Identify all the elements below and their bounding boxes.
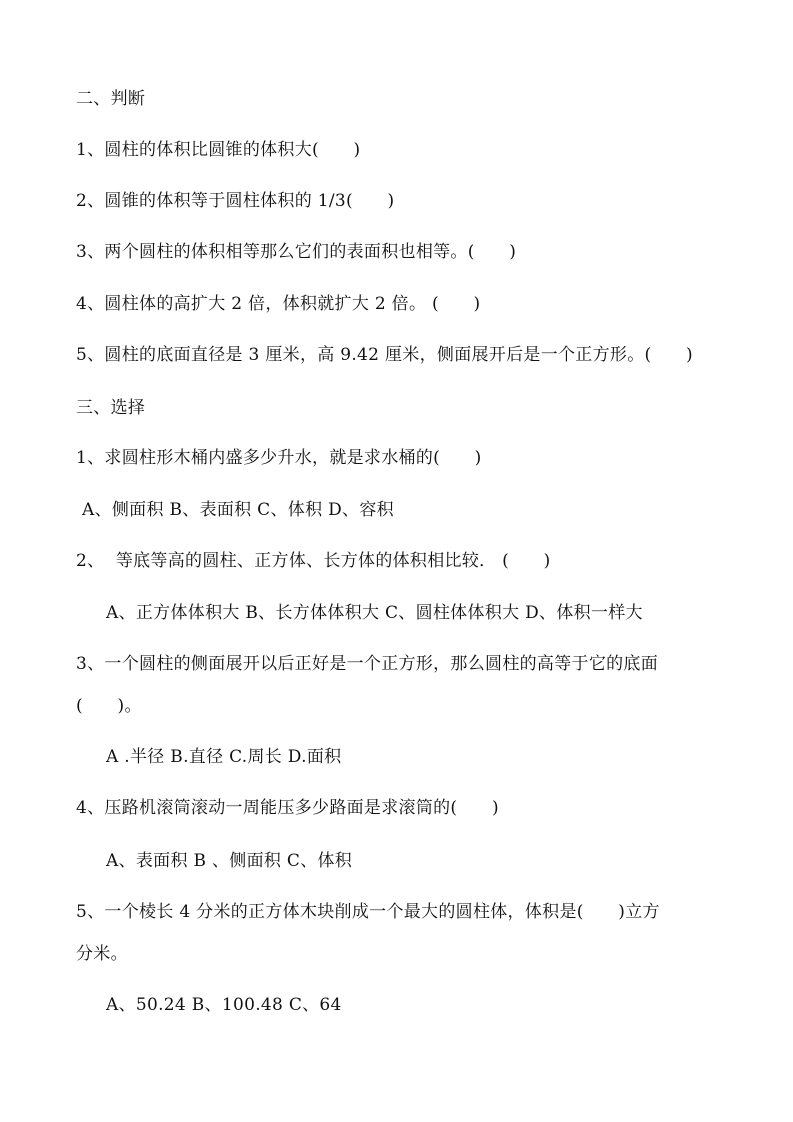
choice-q3-stem-line1: 3、一个圆柱的侧面展开以后正好是一个正方形，那么圆柱的高等于它的底面 <box>76 654 659 674</box>
judge-item-5: 5、圆柱的底面直径是 3 厘米，高 9.42 厘米，侧面展开后是一个正方形。( ) <box>76 345 693 365</box>
judge-item-4: 4、圆柱体的高扩大 2 倍，体积就扩大 2 倍。 ( ) <box>76 294 481 314</box>
choice-q5-stem-line1: 5、一个棱长 4 分米的正方体木块削成一个最大的圆柱体，体积是( )立方 <box>76 902 660 922</box>
choice-q3-stem-line2: ( )。 <box>76 696 142 716</box>
choice-q5-options: A、50.24 B、100.48 C、64 <box>106 995 342 1015</box>
judge-item-1: 1、圆柱的体积比圆锥的体积大( ) <box>76 140 361 160</box>
judge-item-2: 2、圆锥的体积等于圆柱体积的 1/3( ) <box>76 191 395 211</box>
judge-item-3: 3、两个圆柱的体积相等那么它们的表面积也相等。( ) <box>76 242 517 262</box>
choice-q1-stem: 1、求圆柱形木桶内盛多少升水，就是求水桶的( ) <box>76 448 482 468</box>
choice-q4-stem: 4、压路机滚筒滚动一周能压多少路面是求滚筒的( ) <box>76 798 499 818</box>
choice-q2-stem: 2、 等底等高的圆柱、正方体、长方体的体积相比较． ( ) <box>76 551 551 571</box>
section-heading-choice: 三、选择 <box>76 398 146 418</box>
choice-q2-options: A、正方体体积大 B、长方体体积大 C、圆柱体体积大 D、体积一样大 <box>106 603 643 623</box>
section-heading-judge: 二、判断 <box>76 89 146 109</box>
choice-q5-stem-line2: 分米。 <box>76 944 128 964</box>
choice-q4-options: A、表面积 B 、侧面积 C、体积 <box>106 851 353 871</box>
choice-q3-options: A .半径 B.直径 C.周长 D.面积 <box>106 747 342 767</box>
choice-q1-options: A、侧面积 B、表面积 C、体积 D、容积 <box>82 500 394 520</box>
